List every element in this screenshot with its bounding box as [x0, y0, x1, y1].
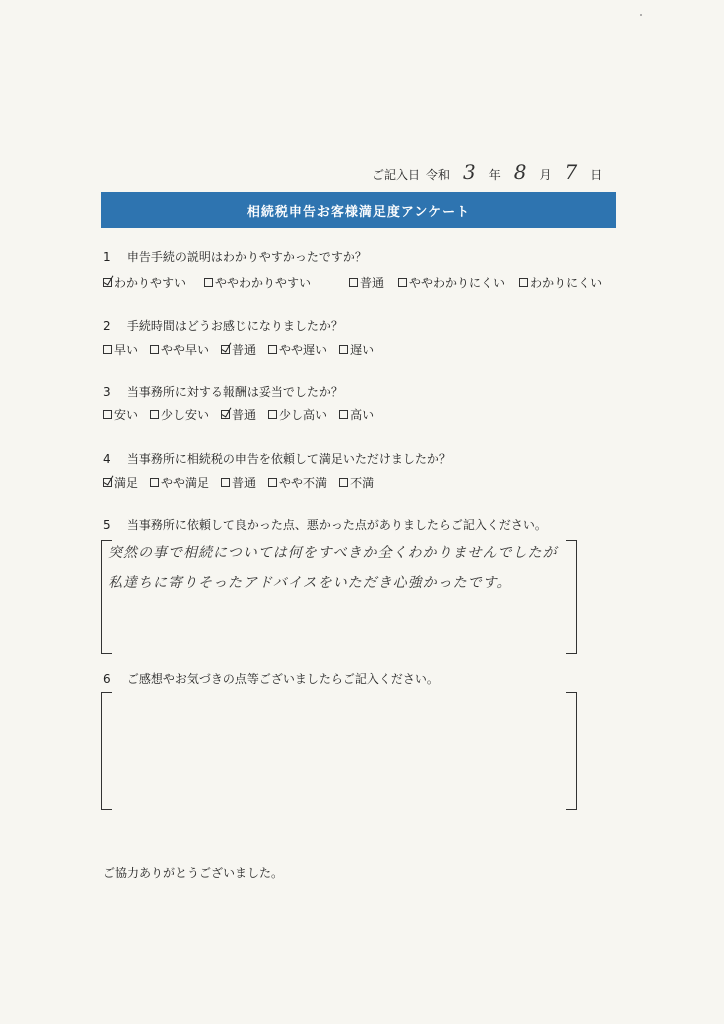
- option-yaya-fuman[interactable]: [268, 474, 327, 491]
- answer-line-2: 私達ちに寄りそったアドバイスをいただき心強かったです。: [108, 575, 512, 591]
- question-3: [103, 383, 343, 400]
- checkbox[interactable]: [349, 278, 358, 287]
- option-futsuu[interactable]: [349, 274, 384, 291]
- checkbox[interactable]: [103, 410, 112, 419]
- checkbox[interactable]: [204, 278, 213, 287]
- option-wakarinikui[interactable]: [519, 274, 602, 291]
- date-year-value[interactable]: 3: [463, 160, 476, 184]
- question-2-options: [103, 341, 386, 358]
- option-label: わかりにくい: [530, 276, 603, 290]
- date-day-unit: 日: [590, 168, 603, 182]
- question-text: ご感想やお気づきの点等ございましたらご記入ください。: [126, 672, 439, 686]
- checkbox[interactable]: [268, 410, 277, 419]
- option-yaya-hayai[interactable]: [150, 341, 209, 358]
- option-label: ややわかりやすい: [215, 276, 312, 290]
- option-label: 遅い: [350, 343, 375, 357]
- option-manzoku[interactable]: [103, 474, 138, 491]
- checkbox[interactable]: [150, 410, 159, 419]
- question-3-options: [103, 406, 386, 423]
- question-number: 5: [103, 518, 111, 532]
- option-label: ややわかりにくい: [409, 276, 506, 290]
- checkbox[interactable]: [268, 478, 277, 487]
- option-wakariyasui[interactable]: [103, 274, 186, 291]
- option-sukoshi-takai[interactable]: [268, 406, 327, 423]
- option-yaya-osoi[interactable]: [268, 341, 327, 358]
- date-year-unit: 年: [488, 168, 501, 182]
- question-text: 申告手続の説明はわかりやすかったですか？: [126, 250, 367, 264]
- question-4-options: [103, 474, 386, 491]
- option-label: やや不満: [279, 476, 328, 490]
- question-4: [103, 450, 451, 467]
- option-label: 少し安い: [161, 408, 210, 422]
- survey-title: 相続税申告お客様満足度アンケート: [246, 204, 471, 220]
- handwritten-answer-q5: [108, 538, 578, 598]
- checkbox[interactable]: [339, 345, 348, 354]
- option-label: 普通: [232, 343, 257, 357]
- checkbox-checked[interactable]: [221, 345, 230, 354]
- option-yaya-wakariyasui[interactable]: [204, 274, 311, 291]
- checkbox[interactable]: [339, 410, 348, 419]
- question-number: 6: [103, 672, 111, 686]
- option-label: やや早い: [161, 343, 210, 357]
- option-fuman[interactable]: [339, 474, 374, 491]
- option-label: 少し高い: [279, 408, 328, 422]
- checkbox-checked[interactable]: [103, 278, 112, 287]
- option-yaya-wakarinikui[interactable]: [398, 274, 505, 291]
- option-yasui[interactable]: [103, 406, 138, 423]
- date-month-unit: 月: [539, 168, 552, 182]
- option-label: 満足: [114, 476, 139, 490]
- option-label: やや遅い: [279, 343, 328, 357]
- date-month-value[interactable]: 8: [513, 160, 527, 184]
- survey-title-banner: [101, 192, 616, 228]
- question-text: 当事務所に対する報酬は妥当でしたか？: [126, 385, 343, 399]
- checkbox[interactable]: [150, 345, 159, 354]
- question-5: [103, 516, 547, 533]
- checkbox[interactable]: [221, 478, 230, 487]
- option-label: 普通: [360, 276, 385, 290]
- option-label: 早い: [114, 343, 139, 357]
- date-day-value[interactable]: 7: [564, 160, 578, 184]
- checkbox[interactable]: [150, 478, 159, 487]
- question-text: 手続時間はどうお感じになりましたか？: [126, 319, 343, 333]
- checkbox[interactable]: [268, 345, 277, 354]
- question-number: 4: [103, 452, 111, 466]
- scan-speck: [640, 14, 642, 16]
- question-text: 当事務所に依頼して良かった点、悪かった点がありましたらご記入ください。: [126, 518, 547, 532]
- answer-line-1: 突然の事で相続については何をすべきか全くわかりませんでしたが: [108, 545, 558, 561]
- option-futsuu[interactable]: [221, 406, 256, 423]
- entry-date: [372, 160, 620, 184]
- option-label: 普通: [232, 408, 257, 422]
- option-sukoshi-yasui[interactable]: [150, 406, 209, 423]
- option-osoi[interactable]: [339, 341, 374, 358]
- question-number: 1: [103, 250, 111, 264]
- option-label: わかりやすい: [114, 276, 187, 290]
- option-futsuu[interactable]: [221, 474, 256, 491]
- checkbox[interactable]: [398, 278, 407, 287]
- question-number: 2: [103, 319, 111, 333]
- checkbox[interactable]: [103, 345, 112, 354]
- checkbox[interactable]: [519, 278, 528, 287]
- question-1-options: [103, 274, 614, 291]
- question-6: [103, 670, 439, 687]
- closing-message: ご協力ありがとうございました。: [103, 866, 284, 880]
- option-takai[interactable]: [339, 406, 374, 423]
- option-futsuu[interactable]: [221, 341, 256, 358]
- option-label: 不満: [350, 476, 375, 490]
- date-era: 令和: [426, 168, 451, 182]
- question-1: [103, 248, 367, 265]
- question-2: [103, 317, 343, 334]
- checkbox-checked[interactable]: [103, 478, 112, 487]
- option-label: やや満足: [161, 476, 210, 490]
- answer-box-q6[interactable]: [101, 692, 577, 808]
- option-hayai[interactable]: [103, 341, 138, 358]
- option-label: 高い: [350, 408, 375, 422]
- bracket-right: [566, 692, 577, 810]
- bracket-left: [101, 692, 112, 810]
- question-text: 当事務所に相続税の申告を依頼して満足いただけましたか？: [126, 452, 451, 466]
- question-number: 3: [103, 385, 111, 399]
- option-label: 安い: [114, 408, 139, 422]
- option-label: 普通: [232, 476, 257, 490]
- checkbox-checked[interactable]: [221, 410, 230, 419]
- date-label: ご記入日: [372, 168, 421, 182]
- option-yaya-manzoku[interactable]: [150, 474, 209, 491]
- checkbox[interactable]: [339, 478, 348, 487]
